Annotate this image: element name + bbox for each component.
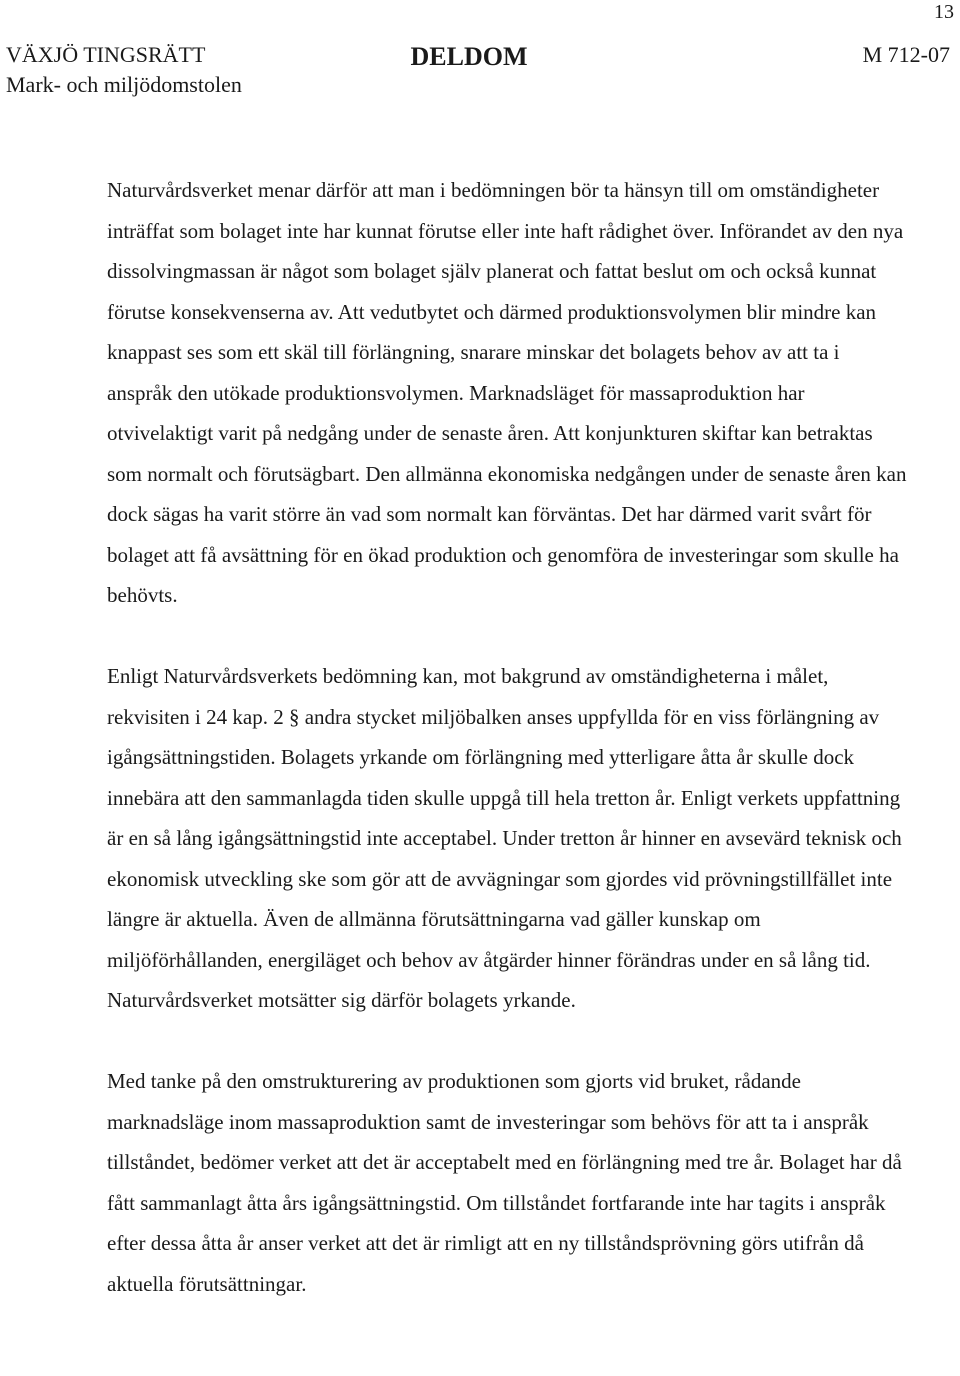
document-type: DELDOM	[410, 42, 528, 71]
document-body	[107, 170, 907, 1304]
page-number: 13	[934, 1, 954, 23]
body-paragraph: Naturvårdsverket menar därför att man i bedömningen bör ta hänsyn till om omständigheter inträffat som bolaget inte har kunnat förutse eller inte haft rådighet över. Införandet av den nya dissolvingmassan är något som bolaget själv planerat och fattat beslut om och också kunnat förutse konsekvenserna av. Att vedutbytet och därmed produktionsvolymen blir mindre kan knappast ses som ett skäl till förlängning, snarare minskar det bolagets behov av att ta i anspråk den utökade produktionsvolymen. Marknadsläget för massaproduktion har otvivelaktigt varit på nedgång under de senaste åren. Att konjunkturen skiftar kan betraktas som normalt och förutsägbart. Den allmänna ekonomiska nedgången under de senaste åren kan dock sägas ha varit större än vad som normalt kan förväntas. Det har därmed varit svårt för bolaget att få avsättning för en ökad produktion och genomföra de investeringar som skulle ha behövts.	[107, 178, 907, 607]
court-name: VÄXJÖ TINGSRÄTT	[6, 42, 206, 67]
body-paragraph: Med tanke på den omstrukturering av produktionen som gjorts vid bruket, rådande marknadsläge inom massaproduktion samt de investeringar som behövs för att ta i anspråk tillståndet, bedömer verket att det är acceptabelt med en förlängning med tre år. Bolaget har då fått sammanlagt åtta års igångsättningstid. Om tillståndet fortfarande inte har tagits i anspråk efter dessa åtta år anser verket att det är rimligt att en ny tillståndsprövning görs utifrån då aktuella förutsättningar.	[107, 1069, 902, 1296]
document-header	[6, 40, 950, 100]
body-paragraph: Enligt Naturvårdsverkets bedömning kan, mot bakgrund av omständigheterna i målet, rekvisiten i 24 kap. 2 § andra stycket miljöbalken anses uppfyllda för en viss förlängning av igångsättningstiden. Bolagets yrkande om förlängning med ytterligare åtta år skulle dock innebära att den sammanlagda tiden skulle uppgå till hela tretton år. Enligt verkets uppfattning är en så lång igångsättningstid inte acceptabel. Under tretton år hinner en avsevärd teknisk och ekonomisk utveckling ske som gör att de avvägningar som gjordes vid prövningstillfället inte längre är aktuella. Även de allmänna förutsättningarna vad gäller kunskap om miljöförhållanden, energiläget och behov av åtgärder hinner förändras under en så lång tid. Naturvårdsverket motsätter sig därför bolagets yrkande.	[107, 664, 902, 1012]
case-number: M 712-07	[862, 42, 950, 67]
court-division: Mark- och miljödomstolen	[6, 72, 242, 97]
